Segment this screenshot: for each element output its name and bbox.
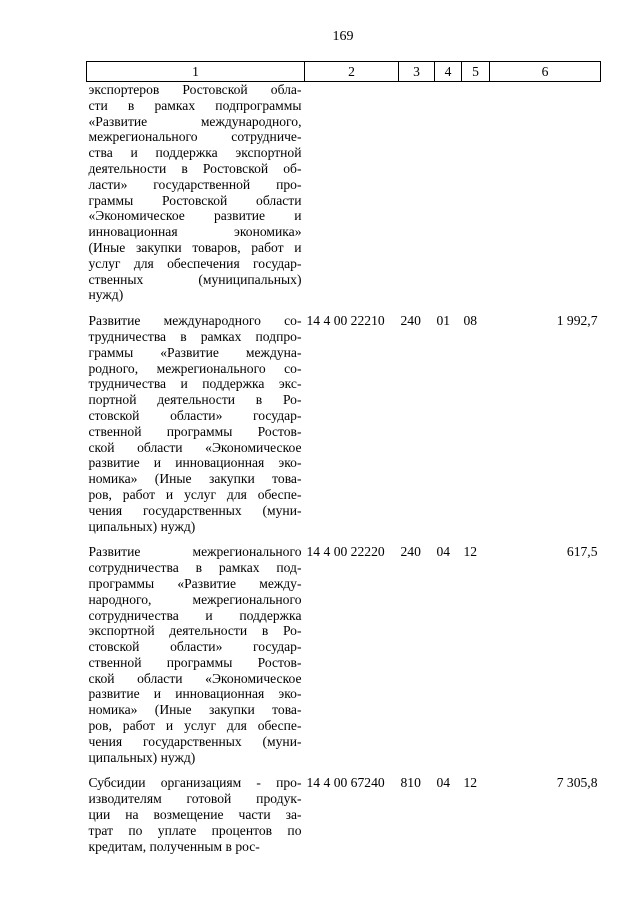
description-line: сотрудничества и поддержка: [88, 607, 302, 623]
description-line: номика» (Иные закупки това-: [88, 471, 302, 487]
row-expense-type: [399, 82, 435, 304]
row-sum: 7 305,8: [556, 775, 598, 791]
description-line: ции на возмещение части за-: [88, 807, 302, 823]
description-line: ципальных) нужд): [88, 749, 196, 765]
description-line: стовской области» государ-: [88, 639, 302, 655]
description-line: изводителям готовой продук-: [88, 791, 302, 807]
description-line: граммы Ростовской области: [88, 192, 302, 208]
description-line: «Экономическое развитие и: [88, 208, 302, 224]
header-col-5: 5: [462, 62, 490, 82]
row-description: [87, 313, 305, 534]
description-line: портной деятельности в Ро-: [88, 392, 302, 408]
description-line: экспортеров Ростовской обла-: [88, 82, 302, 97]
row-sum: 617,5: [566, 544, 598, 560]
description-line: чения государственных (муни-: [88, 502, 302, 518]
row-expense-type: 810: [400, 775, 421, 791]
header-col-6: 6: [490, 62, 601, 82]
row-code: 14 4 00 67240: [306, 775, 385, 791]
table-header: [87, 62, 601, 82]
description-line: межрегионального сотрудниче-: [88, 129, 302, 145]
description-line: ципальных) нужд): [88, 518, 196, 534]
table-body: [87, 82, 601, 855]
description-line: экспортной деятельности в Ро-: [88, 623, 302, 639]
description-line: ственных (муниципальных): [88, 271, 302, 287]
row-section: [435, 82, 462, 304]
row-code: 14 4 00 22220: [306, 544, 385, 560]
page-number: 169: [332, 29, 354, 44]
description-line: услуг для обеспечения государ-: [88, 255, 302, 271]
description-line: развитие и инновационная эко-: [88, 686, 302, 702]
header-col-2: 2: [305, 62, 399, 82]
description-line: ственной программы Ростов-: [88, 654, 302, 670]
header-col-1: 1: [87, 62, 305, 82]
row-spacer: [87, 765, 601, 775]
row-section: 04: [436, 775, 451, 791]
description-line: народного, межрегионального: [88, 591, 302, 607]
row-description: [87, 775, 305, 854]
description-line: Развитие международного со-: [88, 313, 302, 329]
description-line: «Развитие международного,: [88, 113, 302, 129]
description-line: родного, межрегионального со-: [88, 360, 302, 376]
table-row: [87, 775, 601, 854]
description-line: развитие и инновационная эко-: [88, 455, 302, 471]
row-spacer: [87, 534, 601, 544]
description-line: чения государственных (муни-: [88, 733, 302, 749]
description-line: нужд): [88, 287, 124, 303]
description-line: (Иные закупки товаров, работ и: [88, 239, 302, 255]
row-subsection: 08: [463, 313, 478, 329]
row-subsection: 12: [463, 775, 478, 791]
budget-table: [86, 61, 601, 854]
description-line: ров, работ и услуг для обеспе-: [88, 718, 302, 734]
row-expense-type: 240: [400, 544, 421, 560]
description-line: программы «Развитие между-: [88, 575, 302, 591]
description-line: Субсидии организациям - про-: [88, 775, 302, 791]
row-spacer: [87, 303, 601, 313]
description-line: Развитие межрегионального: [88, 544, 302, 560]
description-line: ласти» государственной про-: [88, 176, 302, 192]
description-line: номика» (Иные закупки това-: [88, 702, 302, 718]
spacer-cell: [87, 534, 601, 544]
description-line: ства и поддержка экспортной: [88, 145, 302, 161]
spacer-cell: [87, 303, 601, 313]
description-line: трудничества в рамках подпро-: [88, 328, 302, 344]
row-sum: 1 992,7: [556, 313, 598, 329]
row-description: [87, 544, 305, 765]
table-row: [87, 313, 601, 534]
row-description: [87, 82, 305, 304]
description-line: трудничества и поддержка экс-: [88, 376, 302, 392]
description-line: ственной программы Ростов-: [88, 423, 302, 439]
description-line: ской области «Экономическое: [88, 670, 302, 686]
header-col-4: 4: [435, 62, 462, 82]
header-col-3: 3: [399, 62, 435, 82]
table-row: [87, 544, 601, 765]
description-line: трат по уплате процентов по: [88, 822, 302, 838]
row-subsection: [462, 82, 490, 304]
description-line: стовской области» государ-: [88, 407, 302, 423]
row-expense-type: 240: [400, 313, 421, 329]
description-line: ров, работ и услуг для обеспе-: [88, 486, 302, 502]
row-code: [305, 82, 399, 304]
description-line: сти в рамках подпрограммы: [88, 97, 302, 113]
description-line: инновационная экономика»: [88, 224, 302, 240]
table-row: [87, 82, 601, 304]
row-section: 01: [436, 313, 451, 329]
description-line: деятельности в Ростовской об-: [88, 160, 302, 176]
row-subsection: 12: [463, 544, 478, 560]
description-line: сотрудничества в рамках под-: [88, 560, 302, 576]
header-row: [87, 62, 601, 82]
row-section: 04: [436, 544, 451, 560]
row-code: 14 4 00 22210: [306, 313, 385, 329]
description-line: ской области «Экономическое: [88, 439, 302, 455]
description-line: кредитам, полученным в рос-: [88, 838, 260, 854]
row-sum: [490, 82, 601, 304]
description-line: граммы «Развитие междуна-: [88, 344, 302, 360]
spacer-cell: [87, 765, 601, 775]
